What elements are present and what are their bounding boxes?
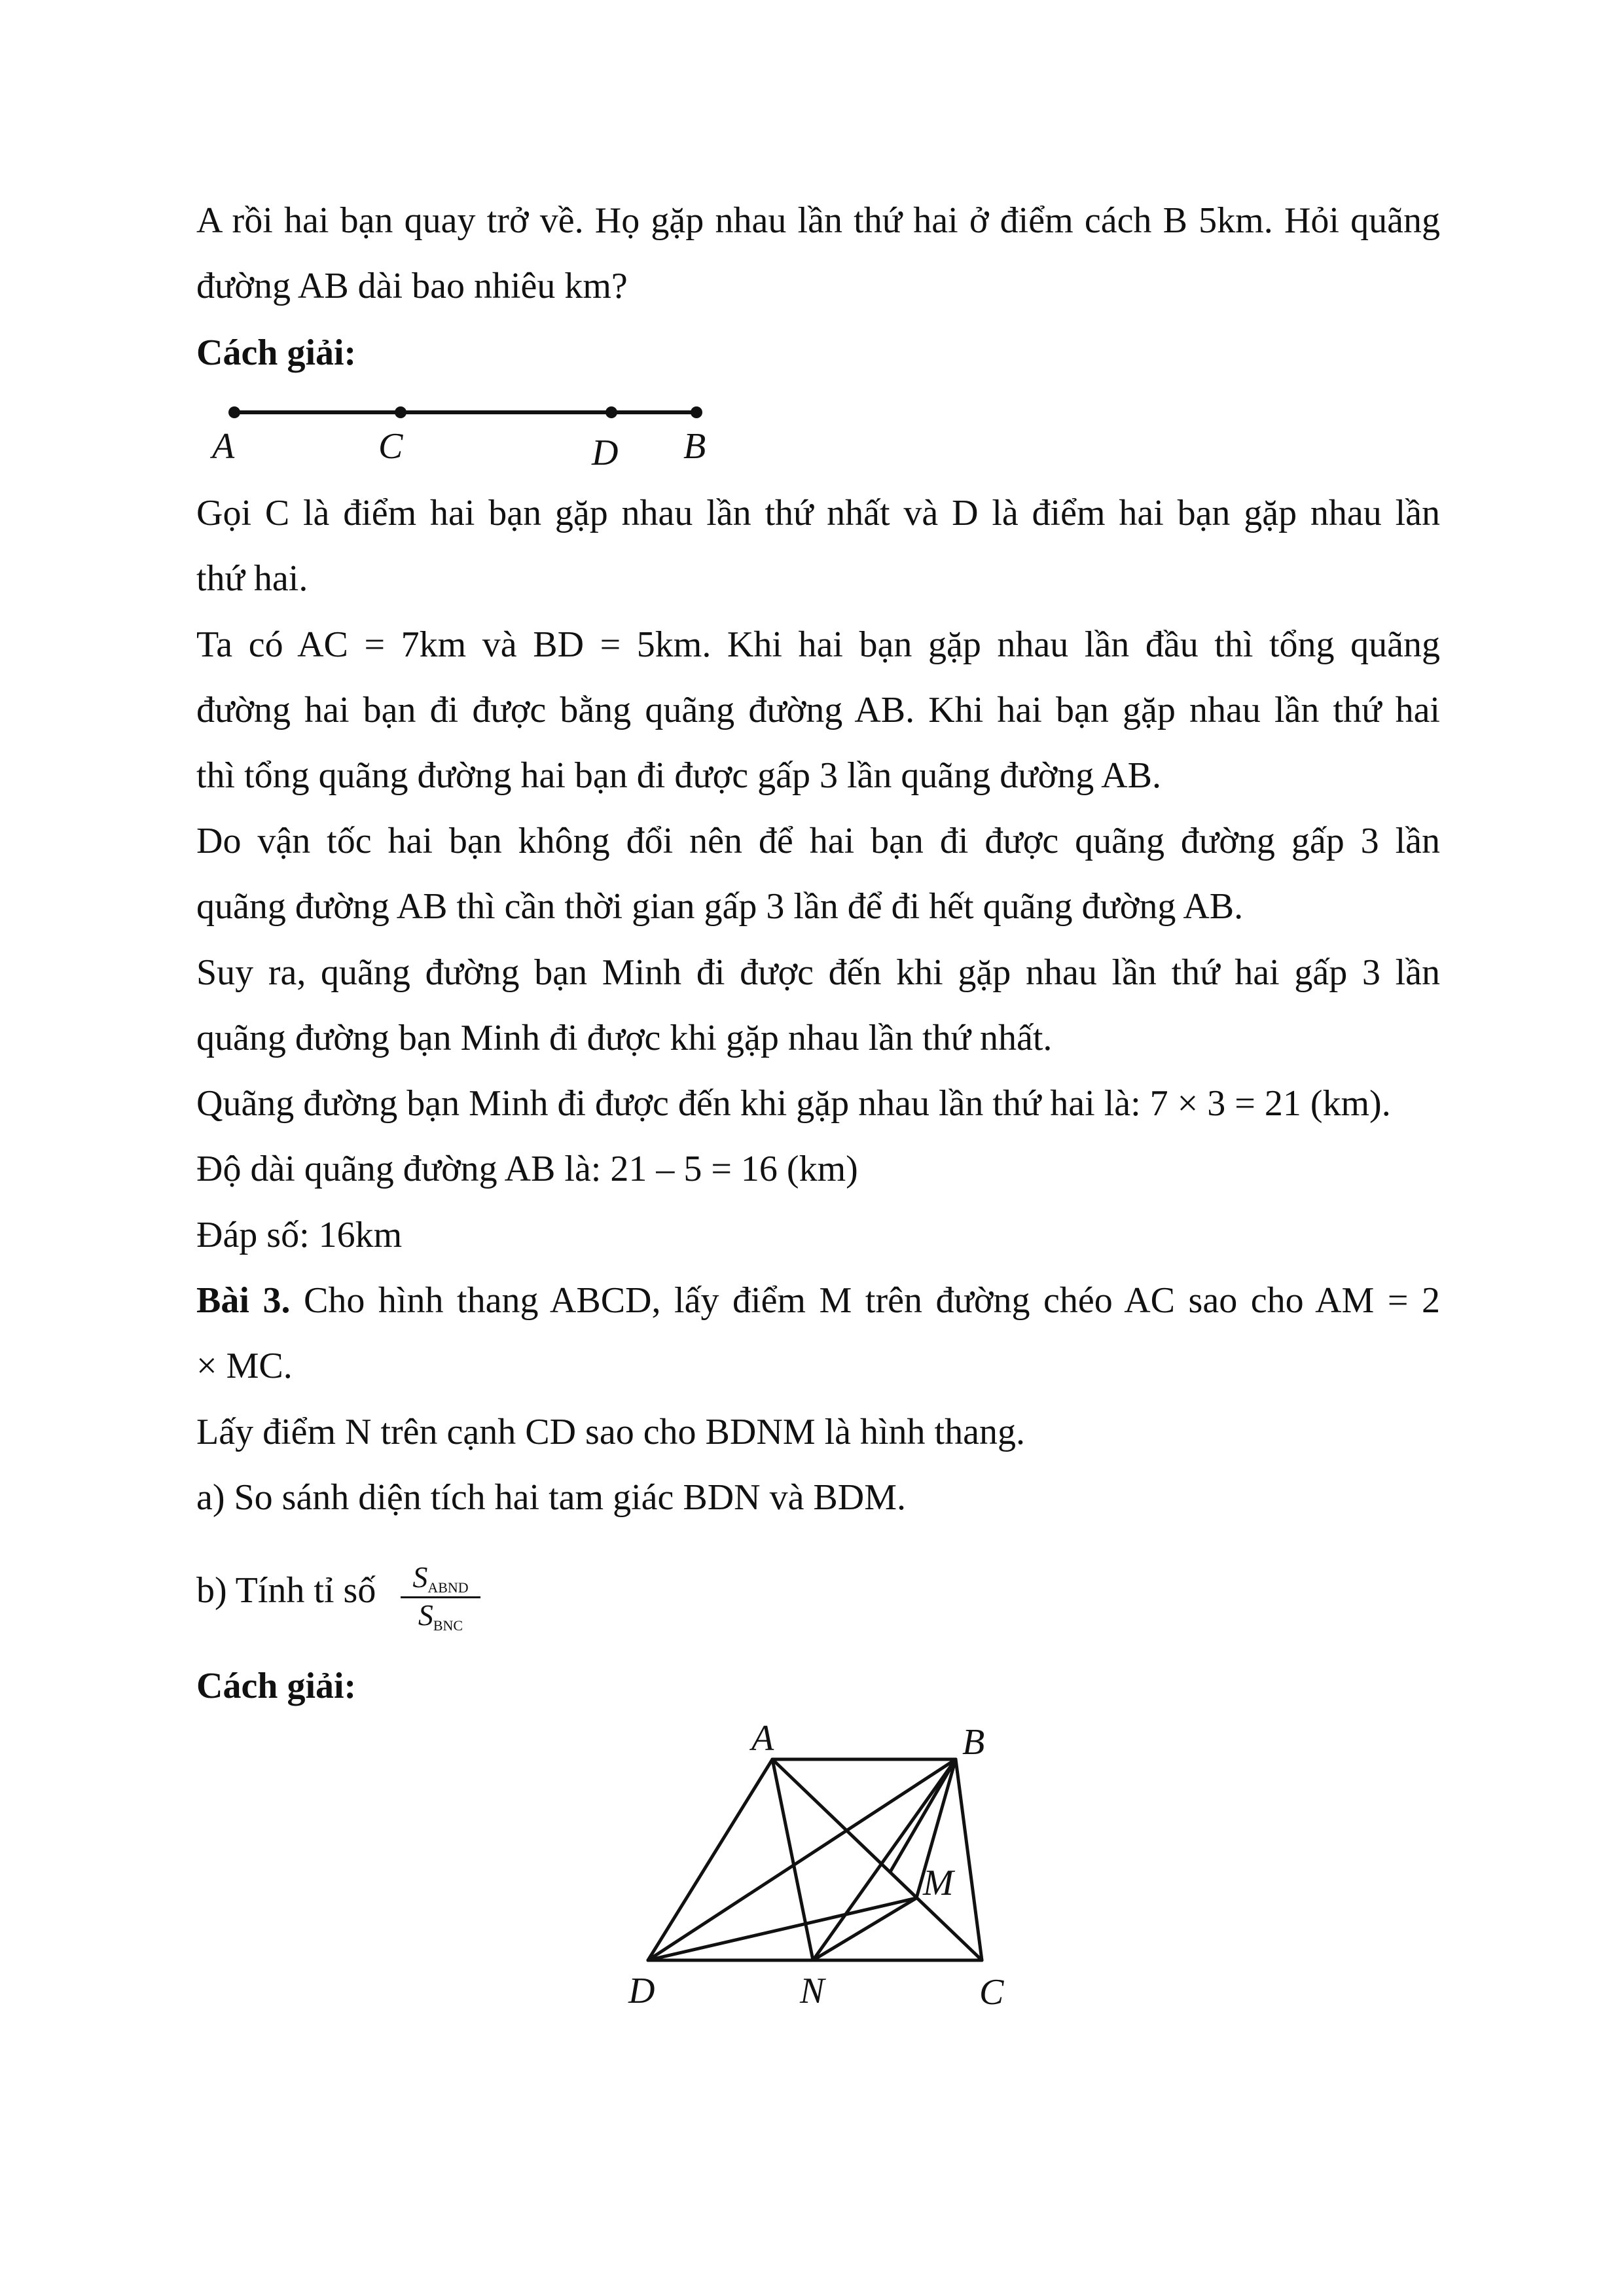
solution-line-7: quãng đường AB thì cần thời gian gấp 3 lần để đi hết quãng đường AB.	[196, 886, 1244, 927]
label-d: D	[592, 433, 619, 473]
segment-diagram	[196, 393, 733, 478]
side-bc	[956, 1759, 982, 1960]
answer-line: Đáp số: 16km	[196, 1215, 403, 1255]
label-m-trap: M	[923, 1863, 954, 1903]
point-a	[228, 406, 240, 418]
seg-dm	[648, 1898, 916, 1960]
point-b	[691, 406, 702, 418]
label-b: B	[683, 426, 706, 467]
solution-line-11: Độ dài quãng đường AB là: 21 – 5 = 16 (km)	[196, 1149, 858, 1189]
part-b: b) Tính tỉ số	[196, 1570, 376, 1611]
point-c	[395, 406, 406, 418]
seg-bn	[813, 1759, 956, 1960]
solution-line-1: Gọi C là điểm hai bạn gặp nhau lần thứ nhất và D là điểm hai bạn gặp nhau lần	[196, 493, 1440, 533]
bai3-line-3: Lấy điểm N trên cạnh CD sao cho BDNM là hình thang.	[196, 1412, 1025, 1452]
ratio-numerator: $S_{ABND}$	[412, 1560, 469, 1596]
bai3-text: Cho hình thang ABCD, lấy điểm M trên đường chéo AC sao cho AM = 2	[290, 1280, 1440, 1321]
label-n-trap: N	[800, 1971, 825, 2011]
bai3-label: Bài 3.	[196, 1280, 291, 1321]
bai3-line-1	[196, 1280, 1440, 1321]
label-b-trap: B	[962, 1722, 985, 1763]
problem-line-2: đường AB dài bao nhiêu km?	[196, 266, 628, 306]
problem-line-1: A rồi hai bạn quay trở về. Họ gặp nhau lần thứ hai ở điểm cách B 5km. Hỏi quãng	[196, 200, 1440, 241]
solution-line-6: Do vận tốc hai bạn không đổi nên để hai bạn đi được quãng đường gấp 3 lần	[196, 821, 1440, 861]
solution-heading: Cách giải:	[196, 332, 357, 373]
label-c: C	[378, 426, 403, 467]
label-a: A	[212, 426, 235, 467]
ratio-denominator: $S_{BNC}$	[418, 1598, 463, 1634]
trapezoid-diagram	[615, 1721, 1047, 2022]
point-d	[605, 406, 617, 418]
solution-line-5: thì tổng quãng đường hai bạn đi được gấp 3 lần quãng đường AB.	[196, 755, 1161, 796]
solution-line-3: Ta có AC = 7km và BD = 5km. Khi hai bạn gặp nhau lần đầu thì tổng quãng	[196, 624, 1440, 665]
solution-heading-2: Cách giải:	[196, 1666, 357, 1706]
ratio-fraction	[401, 1561, 480, 1633]
seg-bm-curve	[890, 1759, 956, 1872]
solution-line-4: đường hai bạn đi được bằng quãng đường AB. Khi hai bạn gặp nhau lần thứ hai	[196, 690, 1440, 730]
part-a: a) So sánh diện tích hai tam giác BDN và BDM.	[196, 1477, 907, 1518]
bai3-line-2: × MC.	[196, 1346, 293, 1386]
solution-line-8: Suy ra, quãng đường bạn Minh đi được đến khi gặp nhau lần thứ hai gấp 3 lần	[196, 952, 1440, 993]
solution-line-10: Quãng đường bạn Minh đi được đến khi gặp nhau lần thứ hai là: 7 × 3 = 21 (km).	[196, 1083, 1391, 1124]
solution-line-9: quãng đường bạn Minh đi được khi gặp nhau lần thứ nhất.	[196, 1018, 1053, 1058]
fraction-bar	[401, 1596, 480, 1598]
seg-nm	[813, 1898, 916, 1960]
label-d-trap: D	[628, 1971, 655, 2011]
solution-line-2: thứ hai.	[196, 558, 308, 599]
side-ad	[648, 1759, 772, 1960]
label-a-trap: A	[751, 1721, 774, 1759]
label-c-trap: C	[979, 1972, 1004, 2013]
